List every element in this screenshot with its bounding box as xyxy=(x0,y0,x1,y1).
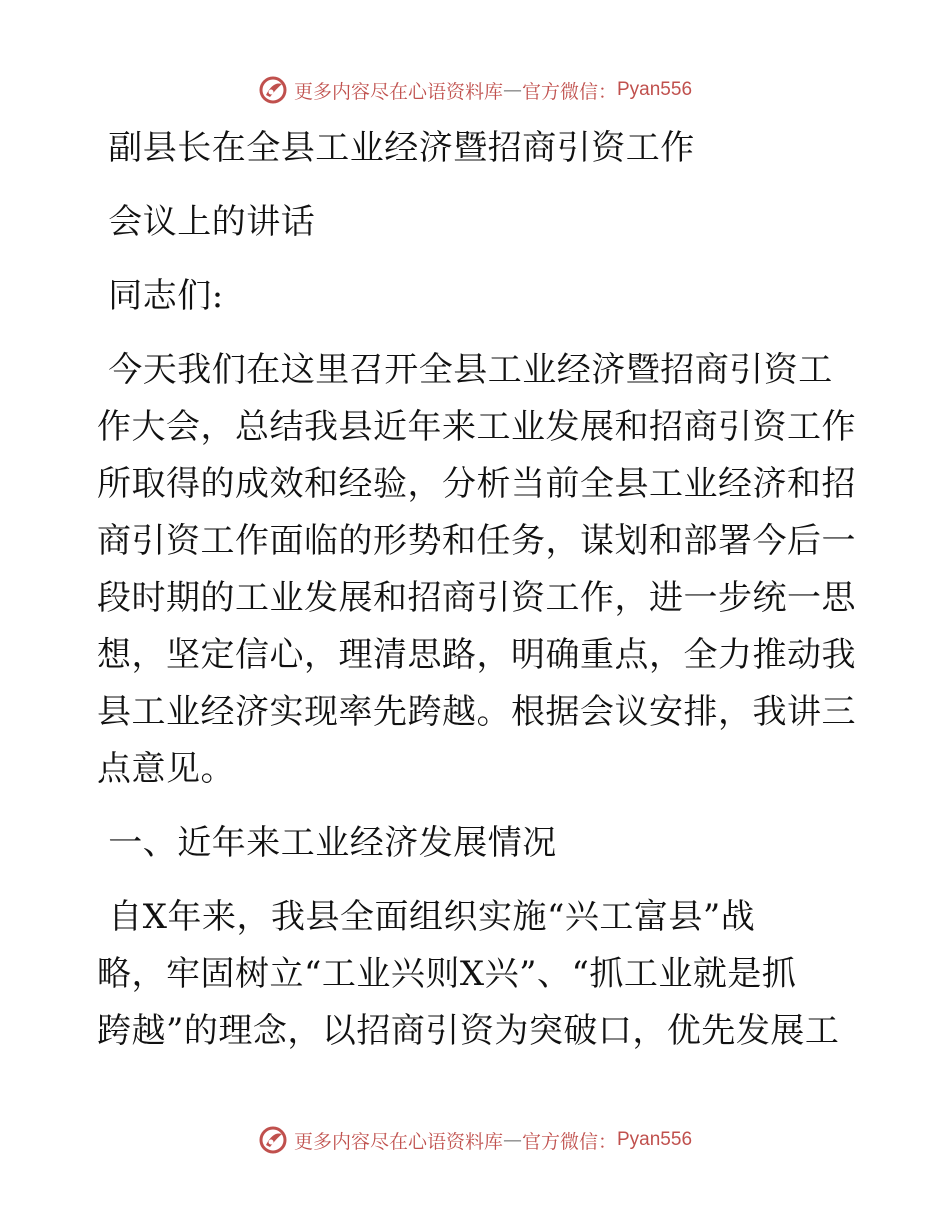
banner-separator: — xyxy=(502,79,522,101)
paragraph-line: 点意见。 xyxy=(97,749,235,789)
paragraph-line: 想，坚定信心，理清思路，明确重点，全力推动我 xyxy=(97,635,856,675)
paragraph-line: 略，牢固树立“工业兴则X兴”、“抓工业就是抓 xyxy=(97,954,797,994)
paragraph-line: 商引资工作面临的形势和任务，谋划和部署今后一 xyxy=(97,521,856,561)
paragraph-line: 县工业经济实现率先跨越。根据会议安排，我讲三 xyxy=(97,692,856,732)
brand-logo-icon xyxy=(258,1125,288,1155)
banner-text: 更多内容尽在心语资料库 xyxy=(293,80,503,103)
document-body xyxy=(97,120,857,1060)
header-banner xyxy=(0,70,950,110)
paragraph-line: 所取得的成效和经验，分析当前全县工业经济和招 xyxy=(97,464,856,504)
paragraph-2 xyxy=(97,889,857,1060)
paragraph-line: 跨越”的理念，以招商引资为突破口，优先发展工 xyxy=(97,1011,840,1051)
paragraph-line: 自X年来，我县全面组织实施“兴工富县”战 xyxy=(97,897,756,937)
section-heading: 一、近年来工业经济发展情况 xyxy=(97,823,557,863)
banner-official-label: 官方微信： xyxy=(521,1130,617,1153)
banner-separator: — xyxy=(502,1129,522,1151)
title-line-2: 会议上的讲话 xyxy=(97,202,316,242)
paragraph-line: 作大会，总结我县近年来工业发展和招商引资工作 xyxy=(97,407,856,447)
banner-account: Pyan556 xyxy=(617,79,693,100)
brand-logo-icon xyxy=(258,75,288,105)
salutation: 同志们: xyxy=(97,276,224,316)
banner-text: 更多内容尽在心语资料库 xyxy=(293,1130,503,1153)
paragraph-line: 今天我们在这里召开全县工业经济暨招商引资工 xyxy=(97,350,833,390)
banner-account: Pyan556 xyxy=(617,1129,693,1150)
paragraph-1 xyxy=(97,342,857,798)
banner-official-label: 官方微信： xyxy=(521,80,617,103)
title-line-1: 副县长在全县工业经济暨招商引资工作 xyxy=(97,128,695,168)
paragraph-line: 段时期的工业发展和招商引资工作，进一步统一思 xyxy=(97,578,856,618)
footer-banner xyxy=(0,1120,950,1160)
